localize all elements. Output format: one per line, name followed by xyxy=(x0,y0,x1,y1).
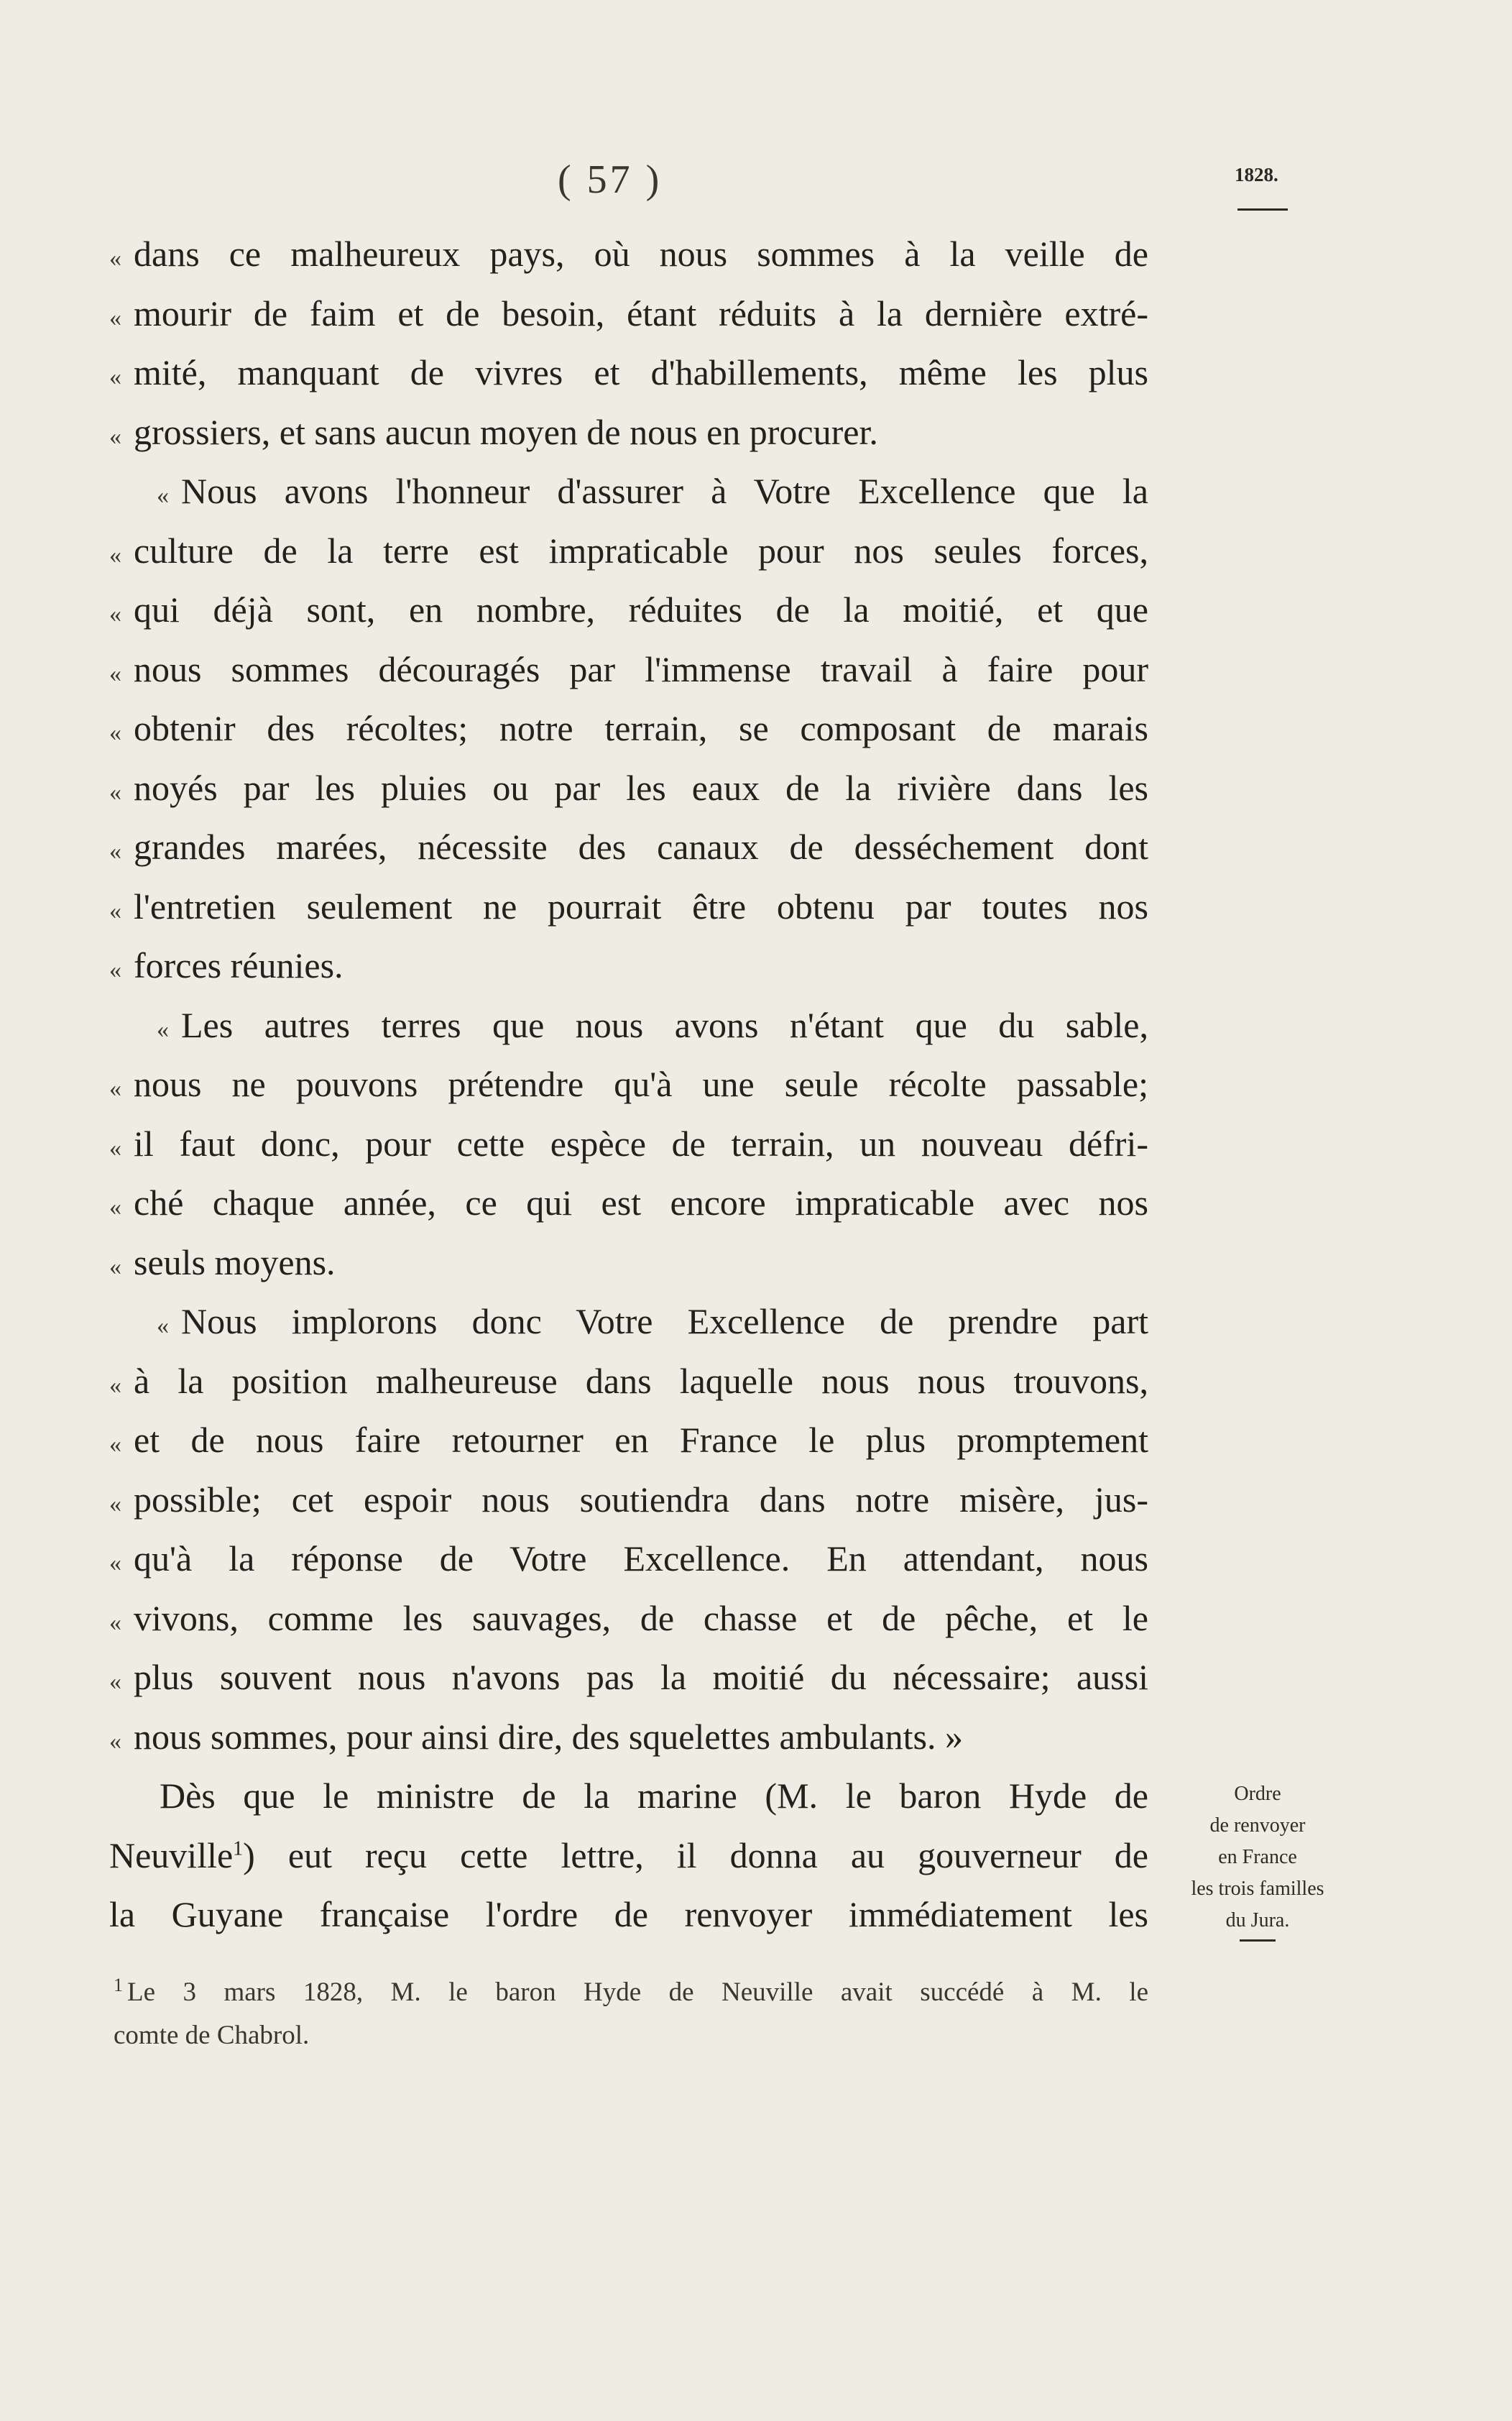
text-line: « culture de la terre est impraticable pour nos seules forces, xyxy=(109,521,1148,581)
quote-mark: « xyxy=(157,1016,169,1043)
text-line: « il faut donc, pour cette espèce de terrain, un nouveau défri- xyxy=(109,1114,1148,1174)
quote-mark: « xyxy=(109,1372,121,1399)
margin-note-line: de renvoyer xyxy=(1209,1814,1306,1837)
quote-mark: « xyxy=(109,304,121,331)
quote-mark: « xyxy=(109,660,121,687)
quote-mark: « xyxy=(109,838,121,865)
text-line: « qui déjà sont, en nombre, réduites de la moitié, et que xyxy=(109,580,1148,640)
text-line: « à la position malheureuse dans laquelle nous nous trouvons, xyxy=(109,1351,1148,1411)
text-line: « nous sommes, pour ainsi dire, des squelettes ambulants. » xyxy=(109,1707,1148,1767)
text-line: « obtenir des récoltes; notre terrain, se composant de marais xyxy=(109,699,1148,758)
quote-mark: « xyxy=(109,1134,121,1162)
text-line: « mité, manquant de vivres et d'habillements, même les plus xyxy=(109,343,1148,403)
text-line: « grandes marées, nécessite des canaux de desséchement dont xyxy=(109,817,1148,877)
text-line: « plus souvent nous n'avons pas la moitié du nécessaire; aussi xyxy=(109,1648,1148,1707)
year-rule xyxy=(1237,208,1288,211)
text-line: « l'entretien seulement ne pourrait être obtenu par toutes nos xyxy=(109,877,1148,937)
quote-mark: « xyxy=(109,778,121,806)
quote-mark: « xyxy=(109,1490,121,1517)
text-line: « vivons, comme les sauvages, de chasse et de pêche, et le xyxy=(109,1589,1148,1648)
margin-note-rule xyxy=(1240,1939,1276,1942)
text-line: « Les autres terres que nous avons n'étant que du sable, xyxy=(109,996,1148,1055)
quote-mark: « xyxy=(109,1431,121,1458)
quote-mark: « xyxy=(109,1727,121,1755)
margin-note-line: Ordre xyxy=(1234,1783,1281,1805)
quote-mark: « xyxy=(157,1313,169,1339)
page-number: ( 57 ) xyxy=(558,157,663,202)
text-line: « Nous avons l'honneur d'assurer à Votre Excellence que la xyxy=(109,461,1148,521)
quote-mark: « xyxy=(109,897,121,924)
quote-mark: « xyxy=(109,541,121,569)
margin-year: 1828. xyxy=(1235,164,1278,185)
text-line: « Nous implorons donc Votre Excellence de prendre part xyxy=(109,1292,1148,1351)
margin-note-line: du Jura. xyxy=(1225,1909,1290,1931)
text-line: Neuville$^1$) eut reçu cette lettre, il donna au gouverneur de xyxy=(109,1834,1148,1875)
footnote-line: comte de Chabrol. xyxy=(114,2021,310,2050)
text-line: Dès que le ministre de la marine (M. le baron Hyde de xyxy=(160,1775,1148,1816)
quote-mark: « xyxy=(109,720,121,746)
text-line: « qu'à la réponse de Votre Excellence. En attendant, nous xyxy=(109,1529,1148,1589)
text-line: « et de nous faire retourner en France le plus promptement xyxy=(109,1410,1148,1470)
quote-mark: « xyxy=(109,423,121,450)
quote-mark: « xyxy=(109,1668,121,1695)
main-text xyxy=(109,224,1148,1944)
text-line: « possible; cet espoir nous soutiendra dans notre misère, jus- xyxy=(109,1470,1148,1530)
text-line: « nous sommes découragés par l'immense travail à faire pour xyxy=(109,640,1148,699)
quote-mark: « xyxy=(109,1550,121,1576)
text-line: « seuls moyens. xyxy=(109,1233,1148,1292)
quote-mark: « xyxy=(109,364,121,390)
text-line: « nous ne pouvons prétendre qu'à une seule récolte passable; xyxy=(109,1055,1148,1114)
text-line: « mourir de faim et de besoin, étant réduits à la dernière extré- xyxy=(109,284,1148,344)
quote-mark: « xyxy=(109,1194,121,1221)
text-line: « dans ce malheureux pays, où nous sommes à la veille de xyxy=(109,224,1148,284)
margin-note-line: les trois familles xyxy=(1191,1878,1324,1900)
quote-mark: « xyxy=(157,482,169,509)
text-line: « forces réunies. xyxy=(109,936,1148,996)
quote-mark: « xyxy=(109,1609,121,1636)
text-line: « grossiers, et sans aucun moyen de nous en procurer. xyxy=(109,403,1148,462)
quote-mark: « xyxy=(109,1075,121,1102)
margin-note xyxy=(1164,1778,1351,1942)
text-line: la Guyane française l'ordre de renvoyer immédiatement les xyxy=(109,1894,1148,1934)
footnote xyxy=(114,1971,1148,2057)
quote-mark: « xyxy=(109,601,121,628)
quote-mark: « xyxy=(109,1253,121,1280)
text-line: « noyés par les pluies ou par les eaux de la rivière dans les xyxy=(109,758,1148,818)
quote-mark: « xyxy=(109,245,121,272)
margin-note-line: en France xyxy=(1218,1846,1297,1868)
footnote-reference: 1 xyxy=(233,1837,244,1860)
footnote-marker: 1 xyxy=(114,1974,123,1995)
quote-mark: « xyxy=(109,957,121,983)
text-line: « ché chaque année, ce qui est encore impraticable avec nos xyxy=(109,1173,1148,1233)
footnote-line: $^1$ Le 3 mars 1828, M. le baron Hyde de Neuville avait succédé à M. le xyxy=(114,1974,1148,2007)
